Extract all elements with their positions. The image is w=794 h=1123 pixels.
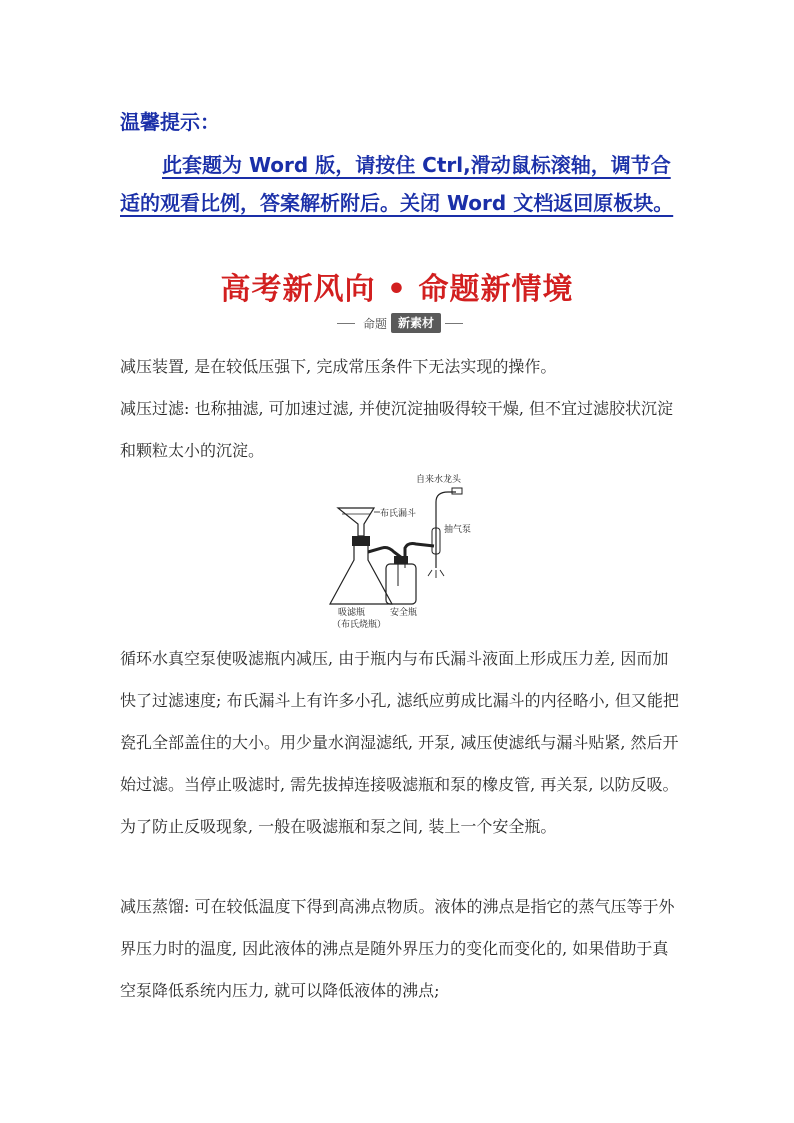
apparatus-diagram bbox=[316, 472, 506, 632]
badge-highlight: 新素材 bbox=[391, 313, 441, 333]
paragraph-intro: 减压装置, 是在较低压强下, 完成常压条件下无法实现的操作。 bbox=[120, 357, 557, 376]
paragraph-vacuum-distillation: 减压蒸馏: 可在较低温度下得到高沸点物质。液体的沸点是指它的蒸气压等于外界压力时的温度, 因此液体的沸点是随外界压力的变化而变化的, 如果借助于真空泵降低系统内压力, 就可以降低液体的沸点; bbox=[120, 897, 675, 1000]
label-flask-sub: （布氏烧瓶） bbox=[332, 620, 387, 630]
aspirator-outflow bbox=[428, 570, 444, 578]
paragraph-vacuum-pump: 循环水真空泵使吸滤瓶内减压, 由于瓶内与布氏漏斗液面上形成压力差, 因而加快了过滤速度; 布氏漏斗上有许多小孔, 滤纸应剪成比漏斗的内径略小, 但又能把瓷孔全部盖住的大小。用少量水润湿滤纸, 开泵, 减压使滤纸与漏斗贴紧, 然后开始过滤。当停止吸滤时, 需先拔掉连接吸滤瓶和泵的橡皮管, 再关泵, 以防反吸。为了防止反吸现象, 一般在吸滤瓶和泵之间, 装上一个安全瓶。 bbox=[120, 649, 679, 836]
buchner-funnel-shape bbox=[338, 508, 374, 536]
label-tap: 自来水龙头 bbox=[416, 475, 462, 485]
section-title: 高考新风向 • 命题新情境 bbox=[220, 272, 574, 307]
safety-bottle-stopper bbox=[394, 556, 408, 564]
badge-left-text: 命题 bbox=[363, 317, 388, 331]
faucet-handle bbox=[452, 488, 462, 494]
label-safety: 安全瓶 bbox=[390, 608, 418, 618]
badge-right-line bbox=[445, 323, 463, 324]
apparatus-svg bbox=[316, 472, 506, 632]
tip-body-link[interactable]: 此套题为 Word 版，请按住 Ctrl,滑动鼠标滚轴，调节合适的观看比例，答案解析附后。关闭 Word 文档返回原板块。 bbox=[120, 153, 674, 215]
tip-title: 温馨提示： bbox=[120, 110, 220, 134]
label-flask: 吸滤瓶 bbox=[338, 608, 366, 618]
label-funnel: 布氏漏斗 bbox=[380, 509, 417, 519]
badge-left-line bbox=[337, 323, 355, 324]
label-pump: 抽气泵 bbox=[444, 525, 472, 535]
flask-stopper bbox=[352, 536, 370, 546]
rubber-tube-2 bbox=[405, 544, 434, 557]
safety-bottle-shape bbox=[386, 564, 416, 604]
new-material-badge bbox=[333, 313, 461, 335]
paragraph-filtration: 减压过滤: 也称抽滤, 可加速过滤, 并使沉淀抽吸得较干燥, 但不宜过滤胶状沉淀和颗粒太小的沉淀。 bbox=[120, 399, 673, 460]
suction-flask-shape bbox=[330, 546, 392, 604]
